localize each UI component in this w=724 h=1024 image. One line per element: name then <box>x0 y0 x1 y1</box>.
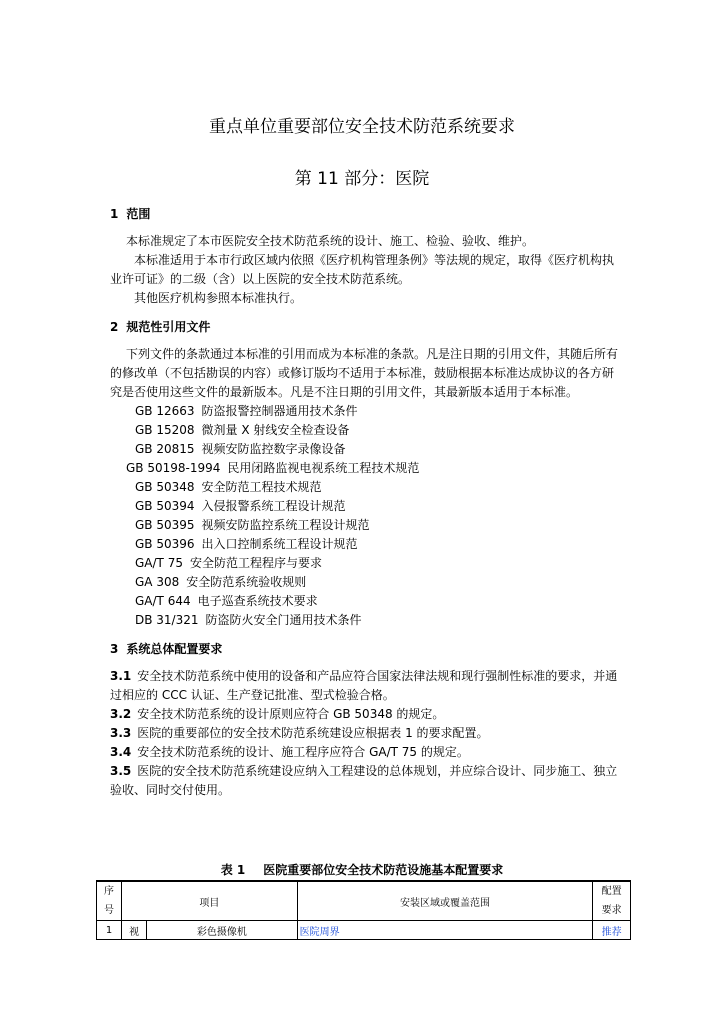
section-number: 1 <box>110 207 119 221</box>
scope-paragraph-2: 本标准适用于本市行政区域内依照《医疗机构管理条例》等法规的规定，取得《医疗机构执业许可证》的二级（含）以上医院的安全技术防范系统。 <box>110 253 615 286</box>
reference-item <box>110 554 624 573</box>
reference-code: DB 31/321 <box>135 613 199 627</box>
cell-requirement: 推荐 <box>593 921 631 940</box>
reference-code: GB 15208 <box>135 423 195 437</box>
reference-code: GB 50395 <box>135 518 195 532</box>
scope-paragraph-1: 本标准规定了本市医院安全技术防范系统的设计、施工、检验、验收、维护。 <box>126 234 535 248</box>
reference-name: 防盗报警控制器通用技术条件 <box>201 404 358 418</box>
clause-number: 3.4 <box>110 745 132 759</box>
cell-area: 医院周界 <box>297 921 593 940</box>
clause-list <box>110 667 624 800</box>
reference-item <box>110 573 624 592</box>
reference-item <box>110 440 624 459</box>
reference-item <box>110 611 624 630</box>
clause-number: 3.2 <box>110 707 132 721</box>
reference-name: 视频安防监控数字录像设备 <box>201 442 346 456</box>
normative-references-intro: 下列文件的条款通过本标准的引用而成为本标准的条款。凡是注日期的引用文件，其随后所有的修改单（不包括勘误的内容）或修订版均不适用于本标准，鼓励根据本标准达成协议的各方研究是否使用这些文件的最新版本。凡是不注日期的引用文件，其最新版本适用于本标准。 <box>110 347 619 399</box>
table-title: 医院重要部位安全技术防范设施基本配置要求 <box>263 863 504 877</box>
section-number: 2 <box>110 320 119 334</box>
reference-item <box>110 535 624 554</box>
reference-name: 微剂量 X 射线安全检查设备 <box>201 423 350 437</box>
clause-item <box>110 724 624 743</box>
document-body <box>110 205 624 800</box>
configuration-table <box>96 880 631 940</box>
reference-code: GB 50396 <box>135 537 195 551</box>
reference-code: GA 308 <box>135 575 180 589</box>
reference-list <box>110 402 624 630</box>
scope-paragraph-3: 其他医疗机构参照本标准执行。 <box>134 291 303 305</box>
clause-number: 3.3 <box>110 726 132 740</box>
clause-item <box>110 667 624 705</box>
section-title: 范围 <box>126 207 151 221</box>
clause-text: 医院的重要部位的安全技术防范系统建设应根据表 1 的要求配置。 <box>137 726 489 740</box>
reference-item <box>110 592 624 611</box>
document-title: 重点单位重要部位安全技术防范系统要求 <box>209 117 515 137</box>
reference-code: GA/T 644 <box>135 594 191 608</box>
clause-text: 安全技术防范系统的设计、施工程序应符合 GA/T 75 的规定。 <box>137 745 469 759</box>
header-area: 安装区域或覆盖范围 <box>297 881 593 921</box>
section-2-heading <box>110 318 624 337</box>
reference-item <box>110 516 624 535</box>
reference-name: 安全防范工程技术规范 <box>201 480 322 494</box>
part-title: 第 11 部分：医院 <box>294 169 430 189</box>
header-seq: 序 号 <box>97 881 122 921</box>
cell-seq: 1 <box>97 921 122 940</box>
section-title: 系统总体配置要求 <box>126 642 223 656</box>
section-1-heading <box>110 205 624 224</box>
reference-code: GA/T 75 <box>135 556 183 570</box>
reference-name: 民用闭路监视电视系统工程技术规范 <box>227 461 420 475</box>
clause-text: 安全技术防范系统中使用的设备和产品应符合国家法律法规和现行强制性标准的要求，并通过相应的 CCC 认证、生产登记批准、型式检验合格。 <box>110 669 618 702</box>
reference-item <box>110 478 624 497</box>
reference-name: 出入口控制系统工程设计规范 <box>201 537 358 551</box>
reference-item <box>110 402 624 421</box>
clause-item <box>110 705 624 724</box>
reference-name: 入侵报警系统工程设计规范 <box>201 499 346 513</box>
table-caption <box>0 862 724 878</box>
reference-code: GB 20815 <box>135 442 195 456</box>
clause-text: 医院的安全技术防范系统建设应纳入工程建设的总体规划，并应综合设计、同步施工、独立验收、同时交付使用。 <box>110 764 618 797</box>
reference-name: 视频安防监控系统工程设计规范 <box>201 518 370 532</box>
reference-name: 安全防范系统验收规则 <box>186 575 307 589</box>
table-row <box>97 921 631 940</box>
reference-item <box>110 421 624 440</box>
cell-category: 视 <box>122 921 147 940</box>
reference-name: 安全防范工程程序与要求 <box>189 556 322 570</box>
clause-item <box>110 743 624 762</box>
reference-name: 电子巡查系统技术要求 <box>197 594 318 608</box>
clause-number: 3.1 <box>110 669 132 683</box>
table-number: 表 1 <box>220 863 246 877</box>
header-item: 项目 <box>122 881 298 921</box>
clause-item <box>110 762 624 800</box>
reference-item <box>110 497 624 516</box>
table-header-row <box>97 881 631 921</box>
reference-code: GB 50198-1994 <box>126 461 221 475</box>
reference-code: GB 12663 <box>135 404 195 418</box>
cell-item: 彩色摄像机 <box>147 921 297 940</box>
section-number: 3 <box>110 642 119 656</box>
section-3-heading <box>110 640 624 659</box>
clause-number: 3.5 <box>110 764 132 778</box>
reference-item <box>110 459 624 478</box>
clause-text: 安全技术防范系统的设计原则应符合 GB 50348 的规定。 <box>137 707 445 721</box>
section-title: 规范性引用文件 <box>126 320 211 334</box>
header-requirement: 配置 要求 <box>593 881 631 921</box>
reference-code: GB 50394 <box>135 499 195 513</box>
reference-name: 防盗防火安全门通用技术条件 <box>205 613 362 627</box>
reference-code: GB 50348 <box>135 480 195 494</box>
